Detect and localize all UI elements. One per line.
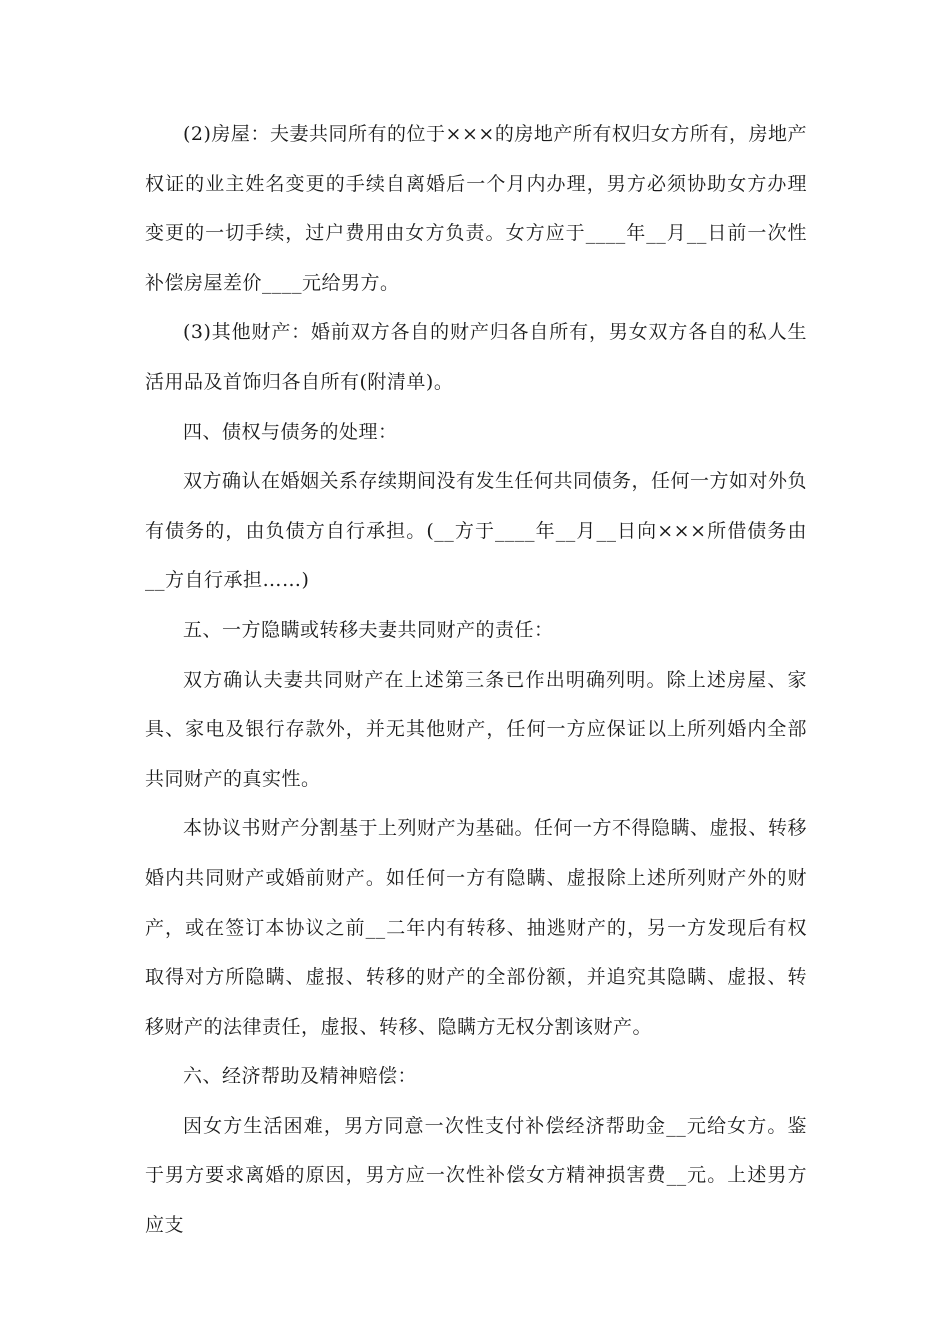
paragraph-house: (2)房屋：夫妻共同所有的位于×××的房地产所有权归女方所有，房地产权证的业主姓名变更的手续自离婚后一个月内办理，男方必须协助女方办理变更的一切手续，过户费用由女方负责。女方应于____年__月__日前一次性补偿房屋差价____元给男方。	[145, 123, 807, 294]
paragraph-concealment-liability: 本协议书财产分割基于上列财产为基础。任何一方不得隐瞒、虚报、转移婚内共同财产或婚前财产。如任何一方有隐瞒、虚报除上述所列财产外的财产，或在签订本协议之前__二年内有转移、抽逃财产的，另一方发现后有权取得对方所隐瞒、虚报、转移的财产的全部份额，并追究其隐瞒、虚报、转移财产的法律责任，虚报、转移、隐瞒方无权分割该财产。	[145, 817, 808, 1038]
section-heading-debts: 四、债权与债务的处理：	[183, 420, 398, 443]
section-heading-concealment: 五、一方隐瞒或转移夫妻共同财产的责任：	[183, 618, 554, 641]
paragraph-joint-property-confirmation: 双方确认夫妻共同财产在上述第三条已作出明确列明。除上述房屋、家具、家电及银行存款外，并无其他财产，任何一方应保证以上所列婚内全部共同财产的真实性。	[145, 668, 807, 790]
document-body	[145, 110, 807, 1251]
paragraph-other-property: (3)其他财产：婚前双方各自的财产归各自所有，男女双方各自的私人生活用品及首饰归各自所有(附清单)。	[145, 321, 807, 393]
paragraph-debts: 双方确认在婚姻关系存续期间没有发生任何共同债务，任何一方如对外负有债务的，由负债方自行承担。(__方于____年__月__日向×××所借债务由__方自行承担……)	[145, 470, 808, 592]
paragraph-compensation: 因女方生活困难，男方同意一次性支付补偿经济帮助金__元给女方。鉴于男方要求离婚的原因，男方应一次性补偿女方精神损害费__元。上述男方应支	[145, 1114, 807, 1237]
section-heading-compensation: 六、经济帮助及精神赔偿：	[183, 1065, 418, 1088]
